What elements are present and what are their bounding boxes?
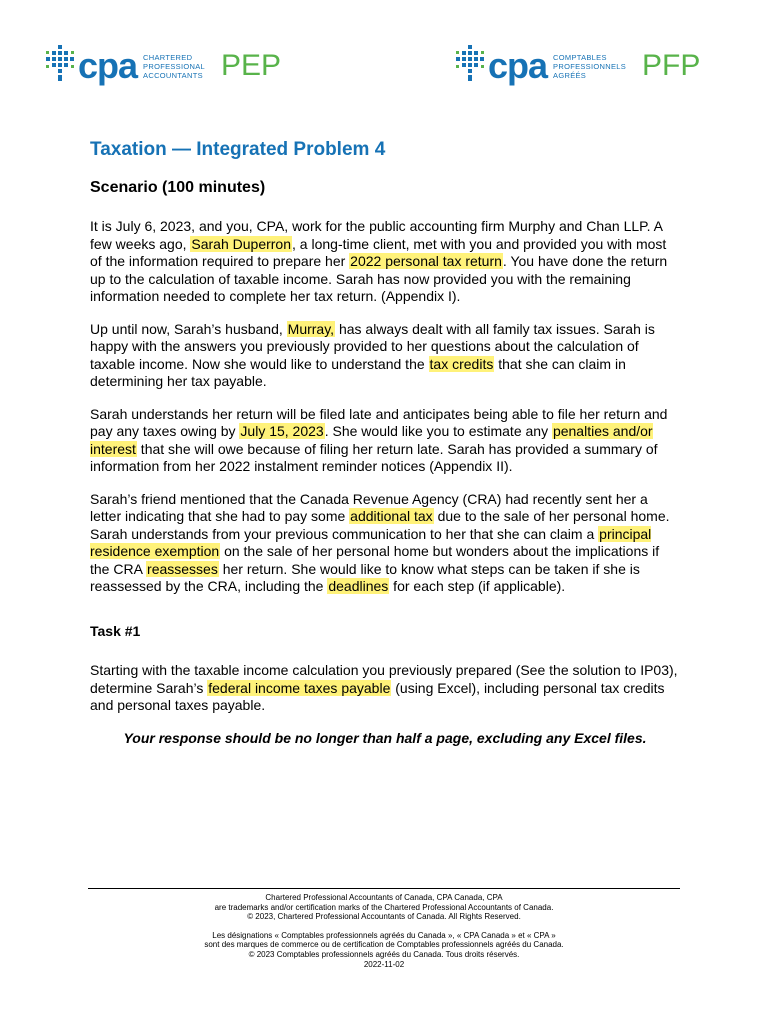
highlight: federal income taxes payable	[208, 679, 391, 696]
text-run: on the sale of her personal home but wonders about the implications if the CRA	[90, 543, 660, 577]
text-run: that she will owe because of filing her return late. Sarah has provided a summary of information from her 2022 instalment reminder notices (Appendix II).	[90, 440, 658, 474]
footer-line: sont des marques de commerce ou de certification de Comptables professionnels agréés du Canada.	[204, 940, 564, 950]
program-label-pep: PEP	[221, 49, 282, 82]
footer	[88, 893, 680, 969]
text-run: . She would like you to estimate any	[324, 423, 552, 439]
footer-line: Les désignations « Comptables professionnels agréés du Canada », « CPA Canada » et « CPA »	[212, 930, 556, 940]
highlight: additional tax	[350, 508, 433, 524]
descriptor-line: COMPTABLES	[553, 52, 607, 62]
cpa-pep-logo	[46, 38, 281, 94]
highlight: principal residence exemption	[90, 525, 652, 559]
paragraph-intro	[90, 218, 680, 306]
cpa-wordmark: cpa	[78, 45, 138, 86]
descriptor-line: ACCOUNTANTS	[143, 70, 203, 80]
text-run: It is July 6, 2023, and you, CPA, work for the public accounting firm Murphy and Chan LLP. A few weeks ago,	[90, 218, 663, 252]
text-run: Sarah’s friend mentioned that the Canada Revenue Agency (CRA) had recently sent her a letter indicating that she had to pay some	[90, 490, 648, 524]
text-run: Sarah understands her return will be filed late and anticipates being able to file her return and pay any taxes owing by	[90, 405, 668, 439]
response-length-note: Your response should be no longer than half a page, excluding any Excel files.	[123, 729, 647, 746]
highlight: penalties and/or interest	[90, 423, 653, 457]
cpa-wordmark: cpa	[488, 45, 548, 86]
descriptor-line: PROFESSIONAL	[143, 61, 205, 71]
text-run: , a long-time client, met with you and provided you with most of the information required to prepare her	[90, 235, 667, 269]
text-run: has always dealt with all family tax issues. Sarah is happy with the answers you previously provided to her questions about the calculation of taxable income. Now she would like to understand the	[90, 320, 655, 372]
paragraph-reassessment	[90, 491, 680, 596]
paragraph-late-filing	[90, 406, 680, 476]
footer-line: © 2023, Chartered Professional Accountants of Canada. All Rights Reserved.	[247, 912, 521, 922]
text-run: that she can claim in determining her tax payable.	[90, 355, 626, 389]
cpa-descriptor	[143, 53, 205, 80]
highlight: Murray,	[287, 320, 335, 337]
cpa-pfp-logo	[456, 38, 700, 94]
text-run: Starting with the taxable income calculation you previously prepared (See the solution to IP03), determine Sarah’s	[90, 662, 678, 696]
task-heading: Task #1	[90, 622, 141, 639]
highlight: tax credits	[429, 355, 494, 372]
text-run: her return. She would like to know what steps can be taken if she is reassessed by the CRA, including the	[90, 560, 640, 594]
highlight: Sarah Duperron	[191, 235, 292, 252]
paragraph-task	[90, 662, 680, 715]
highlight: July 15, 2023	[240, 423, 324, 439]
text-run: for each step (if applicable).	[389, 578, 566, 594]
cpa-emblem-icon	[46, 43, 74, 83]
text-run: . You have done the return up to the calculation of taxable income. Sarah has now provided you with the remaining information needed to complete her tax return. (Appendix I).	[90, 253, 668, 304]
cpa-emblem-icon	[456, 43, 484, 83]
footer-line: © 2023 Comptables professionnels agréés du Canada. Tous droits réservés.	[248, 949, 520, 959]
text-run: due to the sale of her personal home. Sarah understands from your previous communication to her that she can claim a	[90, 508, 670, 542]
text-run: Up until now, Sarah’s husband,	[90, 320, 287, 337]
page-title: Taxation — Integrated Problem 4	[90, 139, 386, 160]
program-label-pfp: PFP	[642, 49, 701, 82]
descriptor-line: AGRÉÉS	[553, 70, 587, 80]
footer-line: are trademarks and/or certification marks of the Chartered Professional Accountants of Canada.	[214, 902, 554, 912]
document-body	[90, 218, 680, 762]
cpa-descriptor	[553, 53, 626, 80]
descriptor-line: CHARTERED	[143, 52, 193, 62]
footer-date: 2022-11-02	[363, 959, 405, 969]
paragraph-husband	[90, 321, 680, 391]
highlight: reassesses	[147, 560, 218, 577]
highlight: deadlines	[328, 578, 389, 594]
text-run: (using Excel), including personal tax credits and personal taxes payable.	[90, 679, 665, 713]
highlight: 2022 personal tax return	[350, 253, 502, 269]
footer-line: Chartered Professional Accountants of Canada, CPA Canada, CPA	[265, 893, 503, 902]
footer-divider	[88, 888, 680, 889]
scenario-heading: Scenario (100 minutes)	[90, 179, 266, 196]
descriptor-line: PROFESSIONNELS	[553, 61, 627, 71]
